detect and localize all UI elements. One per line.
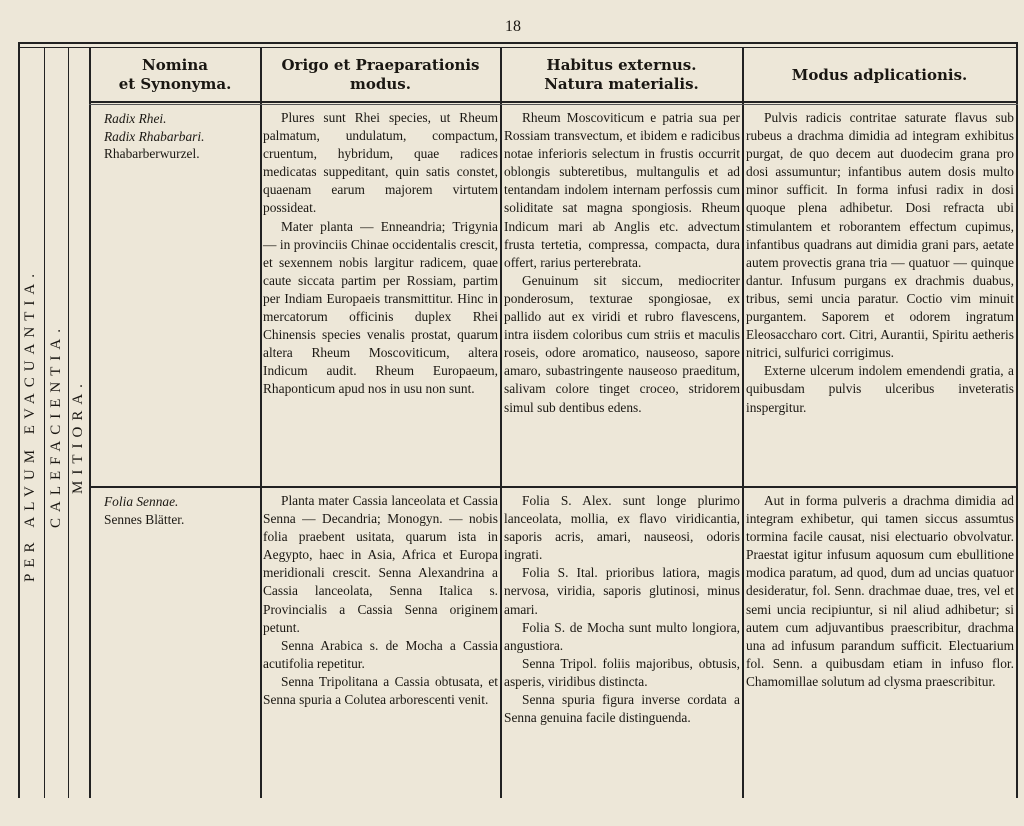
- row-divider: [89, 486, 1018, 488]
- paragraph: Folia S. de Mocha sunt multo longiora, angustiora.: [504, 619, 740, 653]
- paragraph: Planta mater Cassia lanceolata et Cassia Senna — Decandria; Monogyn. — nobis folia praebent usitata, quarum ista in Aegypto, haec in Asia, Africa et Europa meridionali crescit. Senna Alexandrina a Cassia lanceolata, Senna Italica s. Provincialis a Cassia Senna originem petunt.: [263, 493, 498, 635]
- side-label-evacuantia: PER ALVUM EVACUANTIA.: [22, 268, 38, 582]
- paragraph: Senna spuria figura inverse cordata a Senna genuina facile distinguenda.: [504, 692, 740, 726]
- page-number: 18: [505, 18, 521, 35]
- header-rule-thin: [89, 104, 1018, 105]
- name-line: Sennes Blätter.: [104, 511, 185, 527]
- paragraph: Senna Tripolitana a Cassia obtusata, et Senna spuria a Colutea arborescenti venit.: [263, 673, 498, 708]
- paragraph: Genuinum sit siccum, mediocriter ponderosum, texturae spongiosae, ex pallido aut ex viridi et rubro flavescens, intra iisdem coloribus cum striis et maculis roseis, odore aromatico, nauseoso, sapore amaro, subastringente nauseoso praeditum, salivam colore tinget croceo, stridorem simul sub dentibus edens.: [504, 272, 740, 415]
- side-label-calefacientia: CALEFACIENTIA.: [48, 323, 64, 528]
- header-line: Habitus externus.: [546, 56, 697, 74]
- paragraph: Senna Arabica s. de Mocha a Cassia acutifolia repetitur.: [263, 637, 498, 671]
- name-line: Folia Sennae.: [104, 494, 179, 509]
- header-habitus: [502, 54, 741, 96]
- column-divider: [68, 47, 69, 798]
- paragraph: Folia S. Ital. prioribus latiora, magis nervosa, viridia, saporis glutinosi, minus amari.: [504, 565, 740, 617]
- header-line: modus.: [350, 75, 411, 93]
- header-line: Natura materialis.: [544, 75, 699, 93]
- paragraph: Mater planta — Enneandria; Trigynia — in provinciis Chinae occidentalis crescit, et sexennem nobis largitur radicem, quae caute siccata partim per Rossiam, partim per Indiam Europaeis transmittitur. Hinc in mercatorum officinis duplex Rhei Chinensis species venalis prostat, quarum altera Rheum Moscoviticum, altera Indicum audit. Rheum Europaeum, Rhaponticum apud nos in usu non sunt.: [263, 218, 498, 397]
- column-divider: [89, 47, 91, 798]
- name-line: Radix Rhabarbari.: [104, 128, 205, 144]
- column-divider: [742, 47, 744, 798]
- row2-origin: [263, 492, 498, 709]
- header-line: Modus adplicationis.: [791, 65, 968, 84]
- top-rule: [18, 42, 1018, 44]
- header-line: et Synonyma.: [118, 75, 232, 93]
- header-line: Nomina: [142, 56, 208, 74]
- header-origo: [262, 54, 499, 96]
- row1-application: [746, 109, 1014, 417]
- header-line: Origo et Praeparationis: [281, 56, 480, 74]
- paragraph: Pulvis radicis contritae saturate flavus sub rubeus a drachma dimidia ad integram exhibitus purgat, de quo decem aut duodecim grana pro dosi assumuntur; infantibus autem dosis multo minor sufficit. In forma infusi radix in dosi quoque plena adhibetur. Dosi refracta ubi stimulantem et roborantem effectum cupimus, infantibus quadrans aut dimidia grani pars, aetate autem provectis grana tria — quatuor — quinque dantur. Infusum purgans ex drachmis duabus, tribus, semi uncia paratur. Coctio vim minuit purgantem. Saporem et odorem ingratum Eleosaccharo cort. Citri, Aurantii, Spiritu aetheris nitrici, sulfurici corrigimus.: [746, 110, 1014, 361]
- table-border-left: [18, 42, 20, 798]
- row1-names: [104, 110, 256, 163]
- top-rule-thin: [18, 47, 1018, 48]
- header-rule: [89, 101, 1018, 103]
- name-line: Rhabarberwurzel.: [104, 146, 200, 161]
- header-modus: [744, 54, 1015, 96]
- row2-habit: [504, 492, 740, 727]
- paragraph: Plures sunt Rhei species, ut Rheum palmatum, undulatum, compactum, cruentum, hybridum, quae radices medicatas suppeditant, quin satis constet, quaenam earum majorem virtutem possideat.: [263, 110, 498, 216]
- side-label-mitiora: MITIORA.: [70, 378, 86, 494]
- paragraph: Rheum Moscoviticum e patria sua per Rossiam transvectum, et ibidem e radicibus notae inferioris selectum in frustis occurrit oblongis subteretibus, multangulis et ad tentandam indolem internam perfossis cum soliditate sat magna spongiosis. Rheum Indicum mari ab Anglis etc. advectum frusta tertetia, compressa, compacta, dura offert, rarius perterebrata.: [504, 110, 740, 270]
- table-border-right: [1016, 42, 1018, 798]
- column-divider: [500, 47, 502, 798]
- column-divider: [44, 47, 45, 798]
- name-line: Radix Rhei.: [104, 111, 167, 126]
- paragraph: Aut in forma pulveris a drachma dimidia ad integram exhibetur, qui tamen siccus assumtus tormina facile causat, nisi electuario obvolvatur. Praestat igitur infusum aquosum cum ebullitione modica paratum, ad quod, dum ad uncias quatuor desideratur, fol. Senn. drachmae duae, tres, vel et semi uncia recipiuntur, si nil aliud adhibetur; si autem cum adjuvantibus praescribitur, drachma una ad infusum parandum sufficit. Electuarium fol. Senn. a quibusdam etiam in infuso flor. Chamomillae solutum ad clysma praescribitur.: [746, 493, 1014, 689]
- paragraph: Folia S. Alex. sunt longe plurimo lanceolata, mollia, ex flavo viridicantia, saporis acris, amari, nauseosi, odoris ingrati.: [504, 493, 740, 563]
- paragraph: Externe ulcerum indolem emendendi gratia, a quibusdam pulvis ulceribus inveteratis inspergitur.: [746, 363, 1014, 415]
- column-divider: [260, 47, 262, 798]
- header-nomina: [91, 54, 259, 96]
- row1-origin: [263, 109, 498, 399]
- row2-names: [104, 493, 256, 528]
- paragraph: Senna Tripol. foliis majoribus, obtusis, asperis, viridibus distincta.: [504, 655, 740, 689]
- row2-application: [746, 492, 1014, 691]
- row1-habit: [504, 109, 740, 417]
